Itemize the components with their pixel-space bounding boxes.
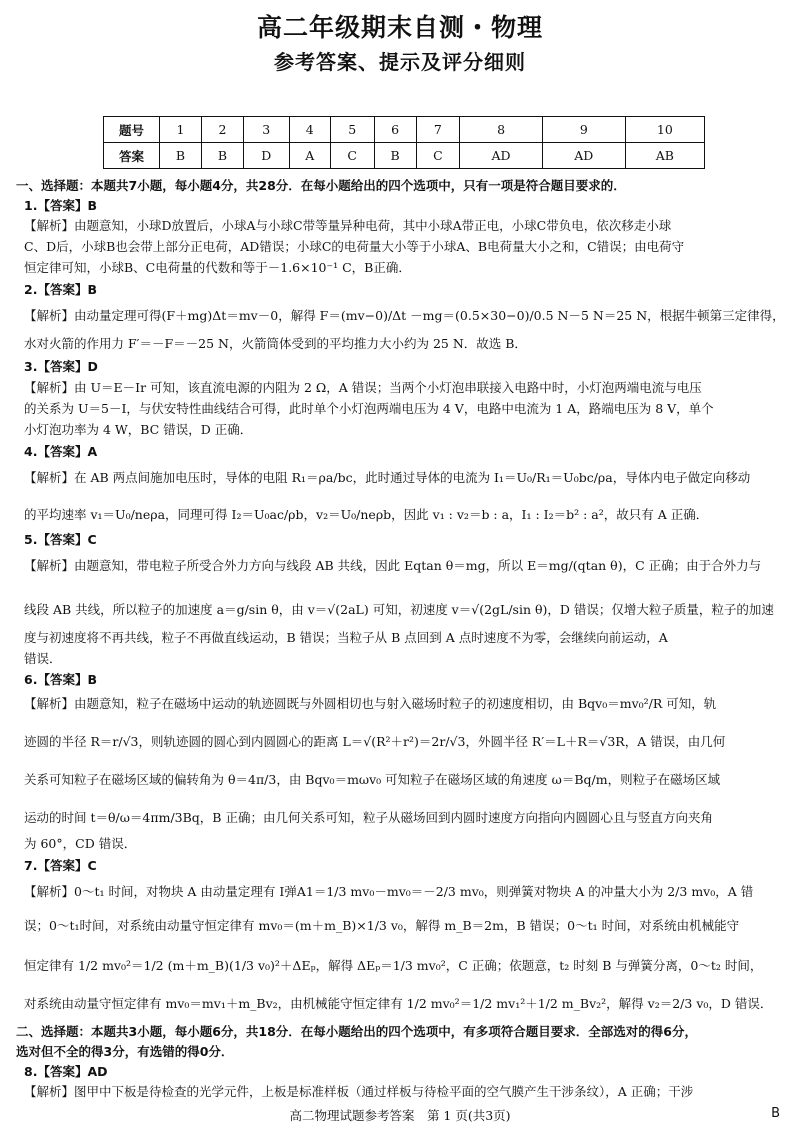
section-heading-cont: 选对但不全的得3分，有选错的得0分． xyxy=(16,1044,234,1059)
page-title: 高二年级期末自测・物理 xyxy=(256,13,543,42)
explanation-line: 【解析】0～t₁ 时间，对物块 A 由动量定理有 I弹A1＝1/3 mv₀－mv₀＝－2/3 mv₀，则弹簧对物块 A 的冲量大小为 2/3 mv₀，A 错 xyxy=(24,884,754,899)
row-label: 题号 xyxy=(104,117,160,143)
explanation-line: 恒定律有 1/2 mv₀²＝1/2 (m＋m_B)(1/3 v₀)²＋ΔEₚ，解得 ΔEₚ＝1/3 mv₀²，C 正确；依题意，t₂ 时刻 B 与弹簧分离，0～t₂ 时间， xyxy=(24,958,763,973)
table-cell: C xyxy=(330,143,374,169)
explanation-line: 的关系为 U＝5－I，与伏安特性曲线结合可得，此时单个小灯泡两端电压为 4 V，电路中电流为 1 A，路端电压为 8 V，单个 xyxy=(24,401,714,416)
answer-label: 5.【答案】C xyxy=(24,532,97,547)
section-heading: 二、选择题：本题共3小题，每小题6分，共18分．在每小题给出的四个选项中，有多项符合题目要求．全部选对的得6分， xyxy=(16,1024,697,1039)
page-footer: 高二物理试题参考答案 第 1 页(共3页) xyxy=(289,1108,511,1123)
section-heading: 一、选择题：本题共7小题，每小题4分，共28分．在每小题给出的四个选项中，只有一项是符合题目要求的． xyxy=(16,178,626,193)
row-label: 答案 xyxy=(104,143,160,169)
answer-label: 4.【答案】A xyxy=(24,444,98,459)
answer-label: 7.【答案】C xyxy=(24,858,97,873)
explanation-line: 度与初速度将不再共线，粒子不再做直线运动，B 错误；当粒子从 B 点回到 A 点时速度不为零，会继续向前运动，A xyxy=(24,630,668,645)
table-cell: 1 xyxy=(160,117,202,143)
explanation-line: 小灯泡功率为 4 W，BC 错误，D 正确． xyxy=(24,422,253,437)
explanation-line: 恒定律可知，小球B、C电荷量的代数和等于－1.6×10⁻¹ C，B正确． xyxy=(24,260,411,275)
answer-label: 2.【答案】B xyxy=(24,282,97,297)
explanation-line: C、D后，小球B也会带上部分正电荷，AD错误；小球C的电荷量大小等于小球A、B电荷量大小之和，C错误；由电荷守 xyxy=(24,239,685,254)
question-number-row xyxy=(104,117,705,143)
table-cell: 8 xyxy=(460,117,543,143)
explanation-line: 线段 AB 共线，所以粒子的加速度 a＝g/sin θ，由 v＝√(2aL) 可知，初速度 v＝√(2gL/sin θ)，D 错误；仅增大粒子质量，粒子的加速 xyxy=(24,602,774,617)
explanation-line: 【解析】由题意知，带电粒子所受合外力方向与线段 AB 共线，因此 Eqtan θ＝mg，所以 E＝mg/(qtan θ)，C 正确；由于合外力与 xyxy=(24,558,762,573)
table-cell: 9 xyxy=(542,117,625,143)
answer-label: 3.【答案】D xyxy=(24,359,98,374)
table-cell: A xyxy=(289,143,330,169)
explanation-line: 【解析】由 U＝E－Ir 可知，该直流电源的内阻为 2 Ω，A 错误；当两个小灯泡串联接入电路中时，小灯泡两端电流与电压 xyxy=(24,380,702,395)
page-subtitle: 参考答案、提示及评分细则 xyxy=(274,50,526,74)
explanation-line: 迹圆的半径 R＝r/√3，则轨迹圆的圆心到内圆圆心的距离 L＝√(R²＋r²)＝2r/√3，外圆半径 R′＝L＋R＝√3R，A 错误，由几何 xyxy=(24,734,726,749)
explanation-line: 误；0～t₁时间，对系统由动量守恒定律有 mv₀＝(m＋m_B)×1/3 v₀，解得 m_B＝2m，B 错误；0～t₁ 时间，对系统由机械能守 xyxy=(24,918,740,933)
explanation-line: 为 60°，CD 错误． xyxy=(24,836,137,851)
table-cell: 2 xyxy=(202,117,244,143)
table-cell: C xyxy=(416,143,460,169)
table-cell: B xyxy=(374,143,416,169)
answer-row xyxy=(104,143,705,169)
explanation-line: 【解析】在 AB 两点间施加电压时，导体的电阻 R₁＝ρa/bc，此时通过导体的电流为 I₁＝U₀/R₁＝U₀bc/ρa，导体内电子做定向移动 xyxy=(24,470,751,485)
explanation-line: 【解析】图甲中下板是待检查的光学元件，上板是标准样板（通过样板与待检平面的空气膜产生干涉条纹），A 正确；干涉 xyxy=(24,1084,694,1099)
answer-table xyxy=(103,116,705,169)
explanation-line: 【解析】由题意知，小球D放置后，小球A与小球C带等量异种电荷，其中小球A带正电，小球C带负电，依次移走小球 xyxy=(24,218,672,233)
answer-label: 1.【答案】B xyxy=(24,198,97,213)
table-cell: 5 xyxy=(330,117,374,143)
table-cell: 7 xyxy=(416,117,460,143)
explanation-line: 的平均速率 v₁＝U₀/neρa，同理可得 I₂＝U₀ac/ρb，v₂＝U₀/neρb，因此 v₁ : v₂＝b : a，I₁ : I₂＝b² : a²，故只有 A 正确． xyxy=(24,507,709,522)
table-cell: B xyxy=(160,143,202,169)
table-cell: AD xyxy=(542,143,625,169)
explanation-line: 【解析】由题意知，粒子在磁场中运动的轨迹圆既与外圆相切也与射入磁场时粒子的初速度相切，由 Bqv₀＝mv₀²/R 可知，轨 xyxy=(24,696,717,711)
explanation-line: 对系统由动量守恒定律有 mv₀＝mv₁＋m_Bv₂，由机械能守恒定律有 1/2 mv₀²＝1/2 mv₁²＋1/2 m_Bv₂²，解得 v₂＝2/3 v₀，D 错误． xyxy=(24,996,773,1011)
explanation-line: 错误． xyxy=(24,651,62,666)
table-cell: B xyxy=(202,143,244,169)
table-cell: D xyxy=(244,143,290,169)
answer-label: 6.【答案】B xyxy=(24,672,97,687)
version-mark: B xyxy=(771,1106,780,1121)
table-cell: 10 xyxy=(625,117,704,143)
table-cell: 6 xyxy=(374,117,416,143)
table-cell: 3 xyxy=(244,117,290,143)
answer-label: 8.【答案】AD xyxy=(24,1064,108,1079)
explanation-line: 【解析】由动量定理可得(F＋mg)Δt＝mv－0，解得 F＝(mv−0)/Δt －mg＝(0.5×30−0)/0.5 N－5 N＝25 N，根据牛顿第三定律得， xyxy=(24,308,785,323)
table-cell: AD xyxy=(460,143,543,169)
table-cell: AB xyxy=(625,143,704,169)
explanation-line: 关系可知粒子在磁场区域的偏转角为 θ＝4π/3，由 Bqv₀＝mωv₀ 可知粒子在磁场区域的角速度 ω＝Bq/m，则粒子在磁场区域 xyxy=(24,772,721,787)
table-cell: 4 xyxy=(289,117,330,143)
explanation-line: 运动的时间 t＝θ/ω＝4πm/3Bq，B 正确；由几何关系可知，粒子从磁场回到内圆时速度方向指向内圆圆心且与竖直方向夹角 xyxy=(24,810,713,825)
explanation-line: 水对火箭的作用力 F′＝－F＝－25 N，火箭筒体受到的平均推力大小约为 25 N．故选 B． xyxy=(24,336,527,351)
